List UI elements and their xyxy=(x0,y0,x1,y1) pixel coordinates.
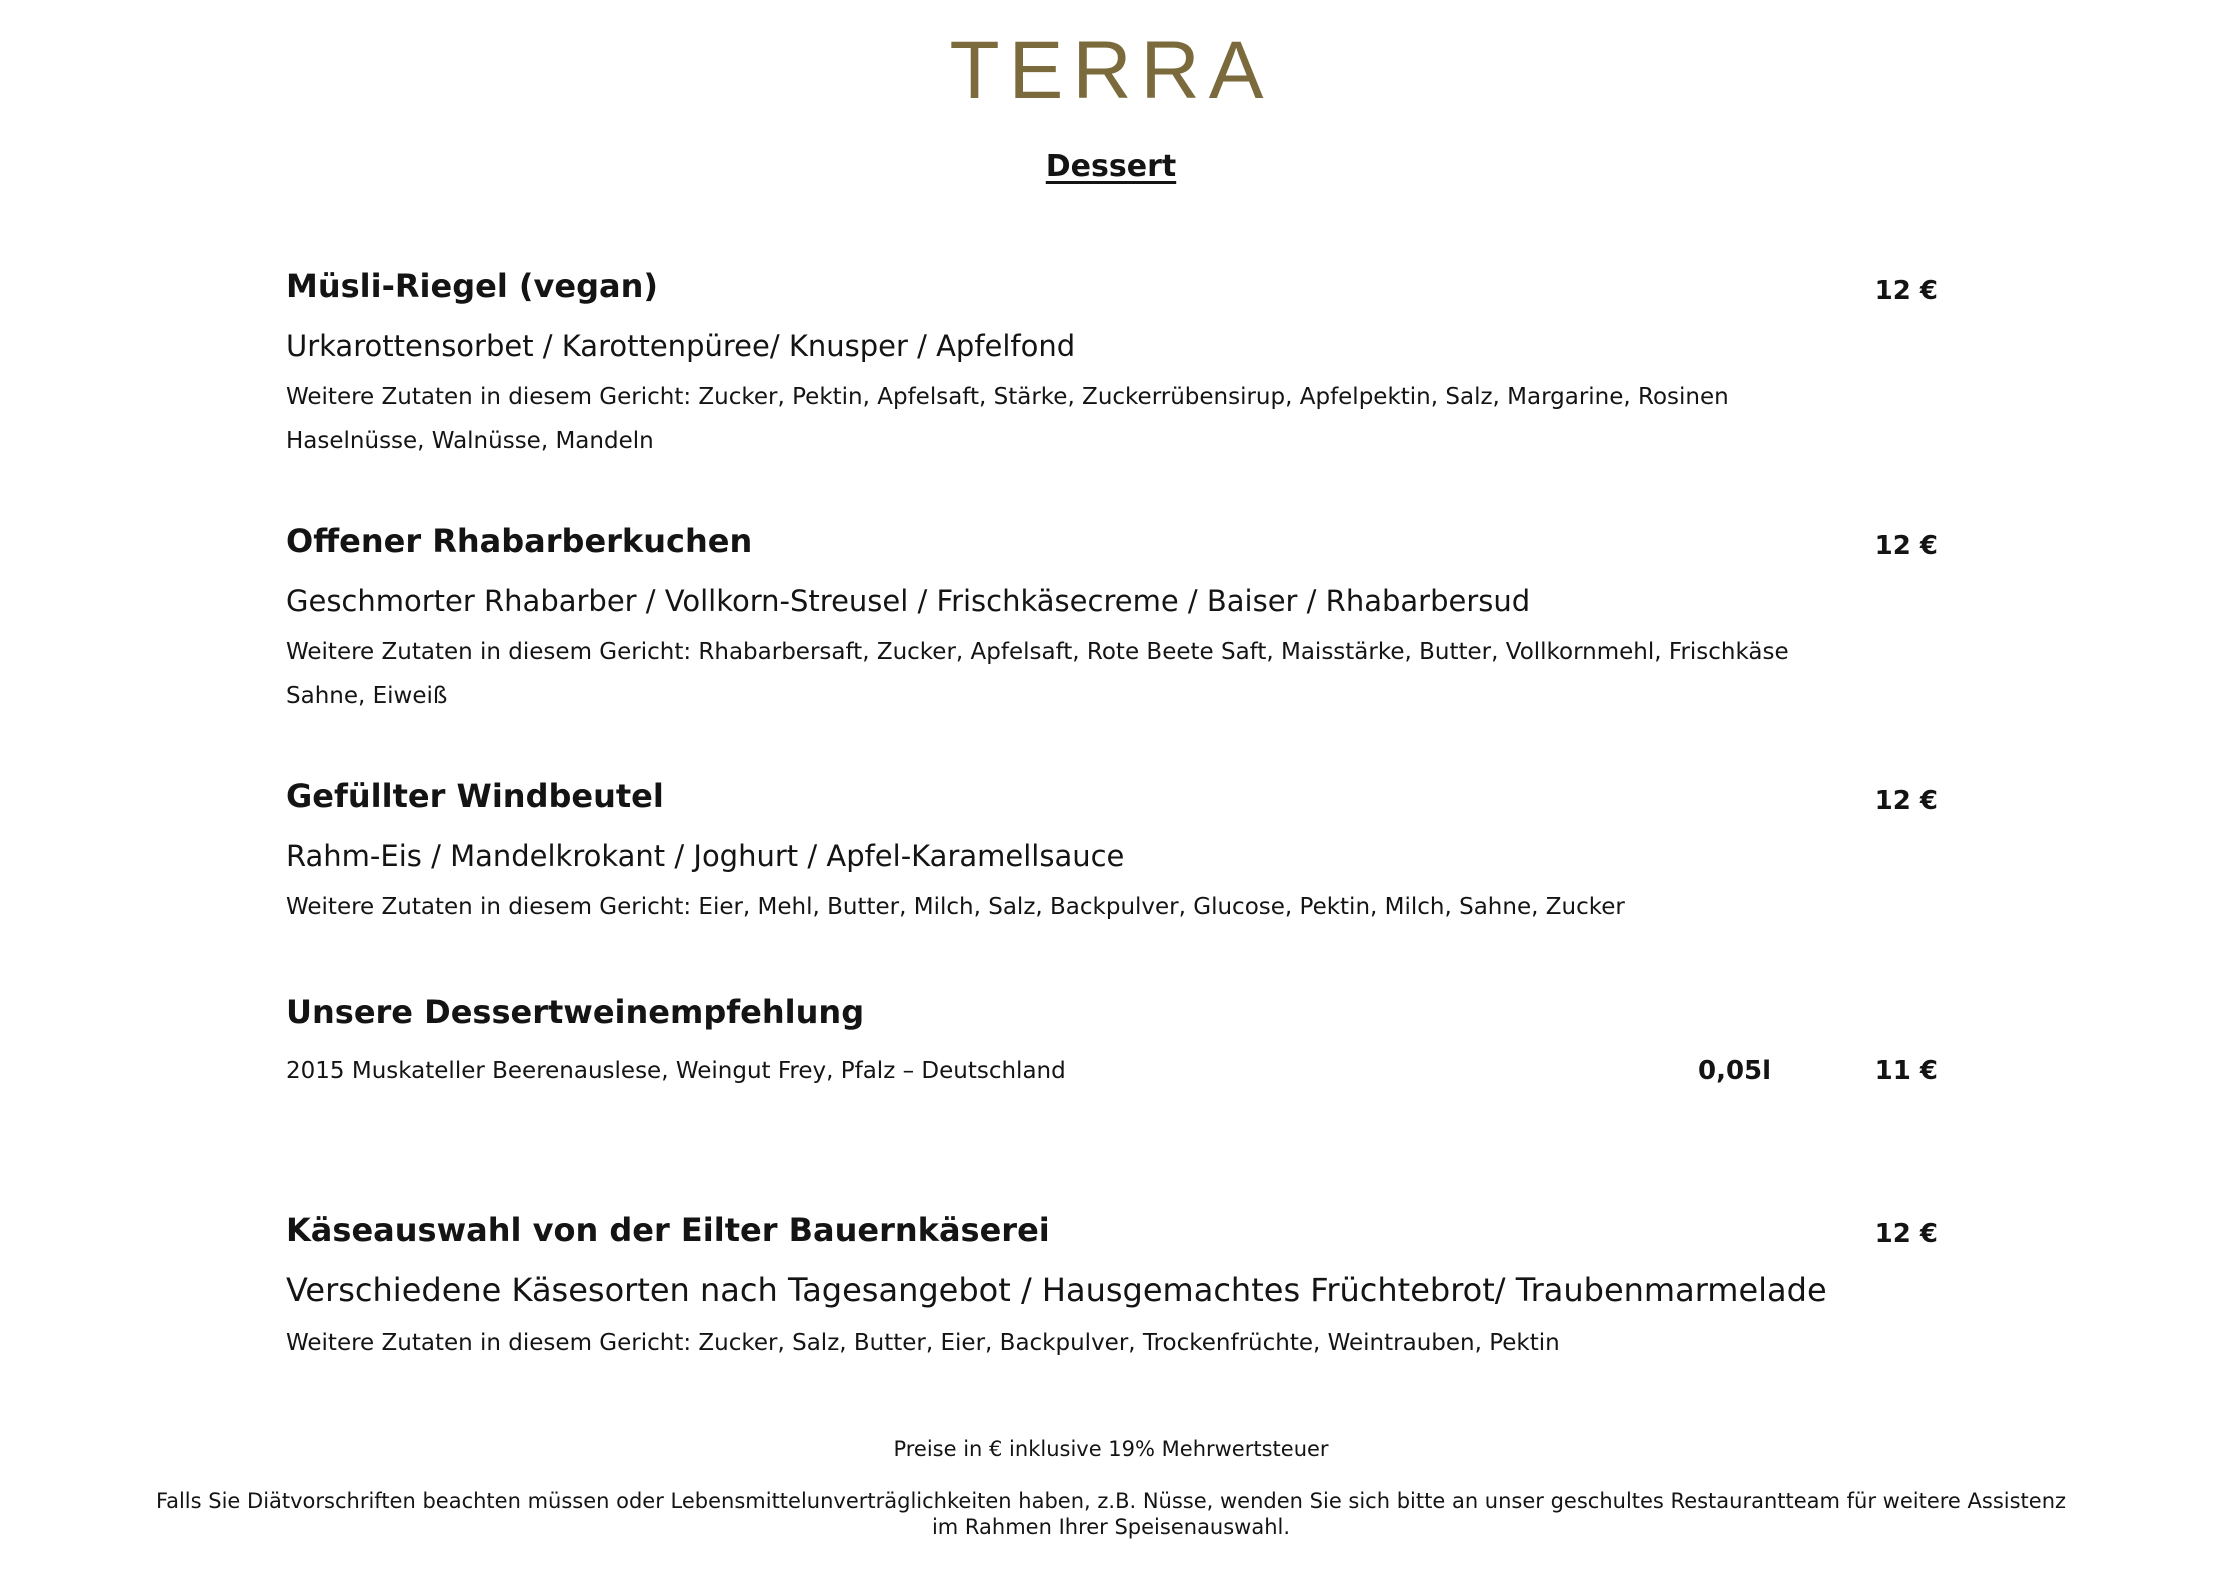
terra-logo: TERRA xyxy=(949,25,1273,116)
dish-ingredients-line: Sahne, Eiweiß xyxy=(286,683,448,709)
diet-note xyxy=(0,1488,2222,1541)
dish-ingredients-line: Weitere Zutaten in diesem Gericht: Zucker, Pektin, Apfelsaft, Stärke, Zuckerrübensirup, Apfelpektin, Salz, Margarine, Rosinen xyxy=(286,384,1729,410)
vat-note: Preise in € inklusive 19% Mehrwertsteuer xyxy=(893,1437,1329,1461)
dish-price-kaeseauswahl: 12 € xyxy=(1874,1219,1938,1249)
dish-ingredients-line: Weitere Zutaten in diesem Gericht: Rhabarbersaft, Zucker, Apfelsaft, Rote Beete Saft, Maisstärke, Butter, Vollkornmehl, Frischkäse xyxy=(286,639,1789,665)
diet-note-line: im Rahmen Ihrer Speisenauswahl. xyxy=(931,1515,1291,1540)
dish-ingredients-line: Haselnüsse, Walnüsse, Mandeln xyxy=(286,428,654,454)
diet-note-line: Falls Sie Diätvorschriften beachten müssen oder Lebensmittelunverträglichkeiten haben, z.B. Nüsse, wenden Sie sich bitte an unser geschultes Restaurantteam für weitere Assistenz xyxy=(155,1489,2067,1513)
dish-name-windbeutel: Gefüllter Windbeutel xyxy=(286,777,664,815)
dish-name-rhabarberkuchen: Offener Rhabarberkuchen xyxy=(286,522,753,560)
dish-price-rhabarberkuchen: 12 € xyxy=(1874,531,1938,561)
wine-heading: Unsere Dessertweinempfehlung xyxy=(286,993,865,1031)
dish-price-windbeutel: 12 € xyxy=(1874,786,1938,816)
dish-ingredients-line: Weitere Zutaten in diesem Gericht: Eier, Mehl, Butter, Milch, Salz, Backpulver, Glucose, Pektin, Milch, Sahne, Zucker xyxy=(286,894,1625,920)
wine-price: 11 € xyxy=(1874,1056,1938,1086)
section-title-dessert: Dessert xyxy=(1045,149,1177,184)
dish-description-windbeutel: Rahm-Eis / Mandelkrokant / Joghurt / Apfel-Karamellsauce xyxy=(286,839,1125,873)
dish-name-kaeseauswahl: Käseauswahl von der Eilter Bauernkäserei xyxy=(286,1211,1050,1249)
dish-ingredients-muesli-riegel xyxy=(286,375,1806,463)
dish-ingredients-line: Weitere Zutaten in diesem Gericht: Zucker, Salz, Butter, Eier, Backpulver, Trockenfrüchte, Weintrauben, Pektin xyxy=(286,1330,1560,1356)
dish-ingredients-kaeseauswahl xyxy=(286,1321,1806,1365)
dish-ingredients-windbeutel xyxy=(286,885,1806,929)
dish-description-kaeseauswahl: Verschiedene Käsesorten nach Tagesangebot / Hausgemachtes Früchtebrot/ Traubenmarmelade xyxy=(286,1271,1827,1309)
dish-description-rhabarberkuchen: Geschmorter Rhabarber / Vollkorn-Streusel / Frischkäsecreme / Baiser / Rhabarbersud xyxy=(286,584,1531,618)
dish-price-muesli-riegel: 12 € xyxy=(1874,276,1938,306)
dish-ingredients-rhabarberkuchen xyxy=(286,630,1806,718)
wine-name: 2015 Muskateller Beerenauslese, Weingut Frey, Pfalz – Deutschland xyxy=(286,1058,1066,1084)
dish-name-muesli-riegel: Müsli-Riegel (vegan) xyxy=(286,267,659,305)
dish-description-muesli-riegel: Urkarottensorbet / Karottenpüree/ Knusper / Apfelfond xyxy=(286,329,1076,363)
wine-volume: 0,05l xyxy=(1698,1056,1772,1086)
